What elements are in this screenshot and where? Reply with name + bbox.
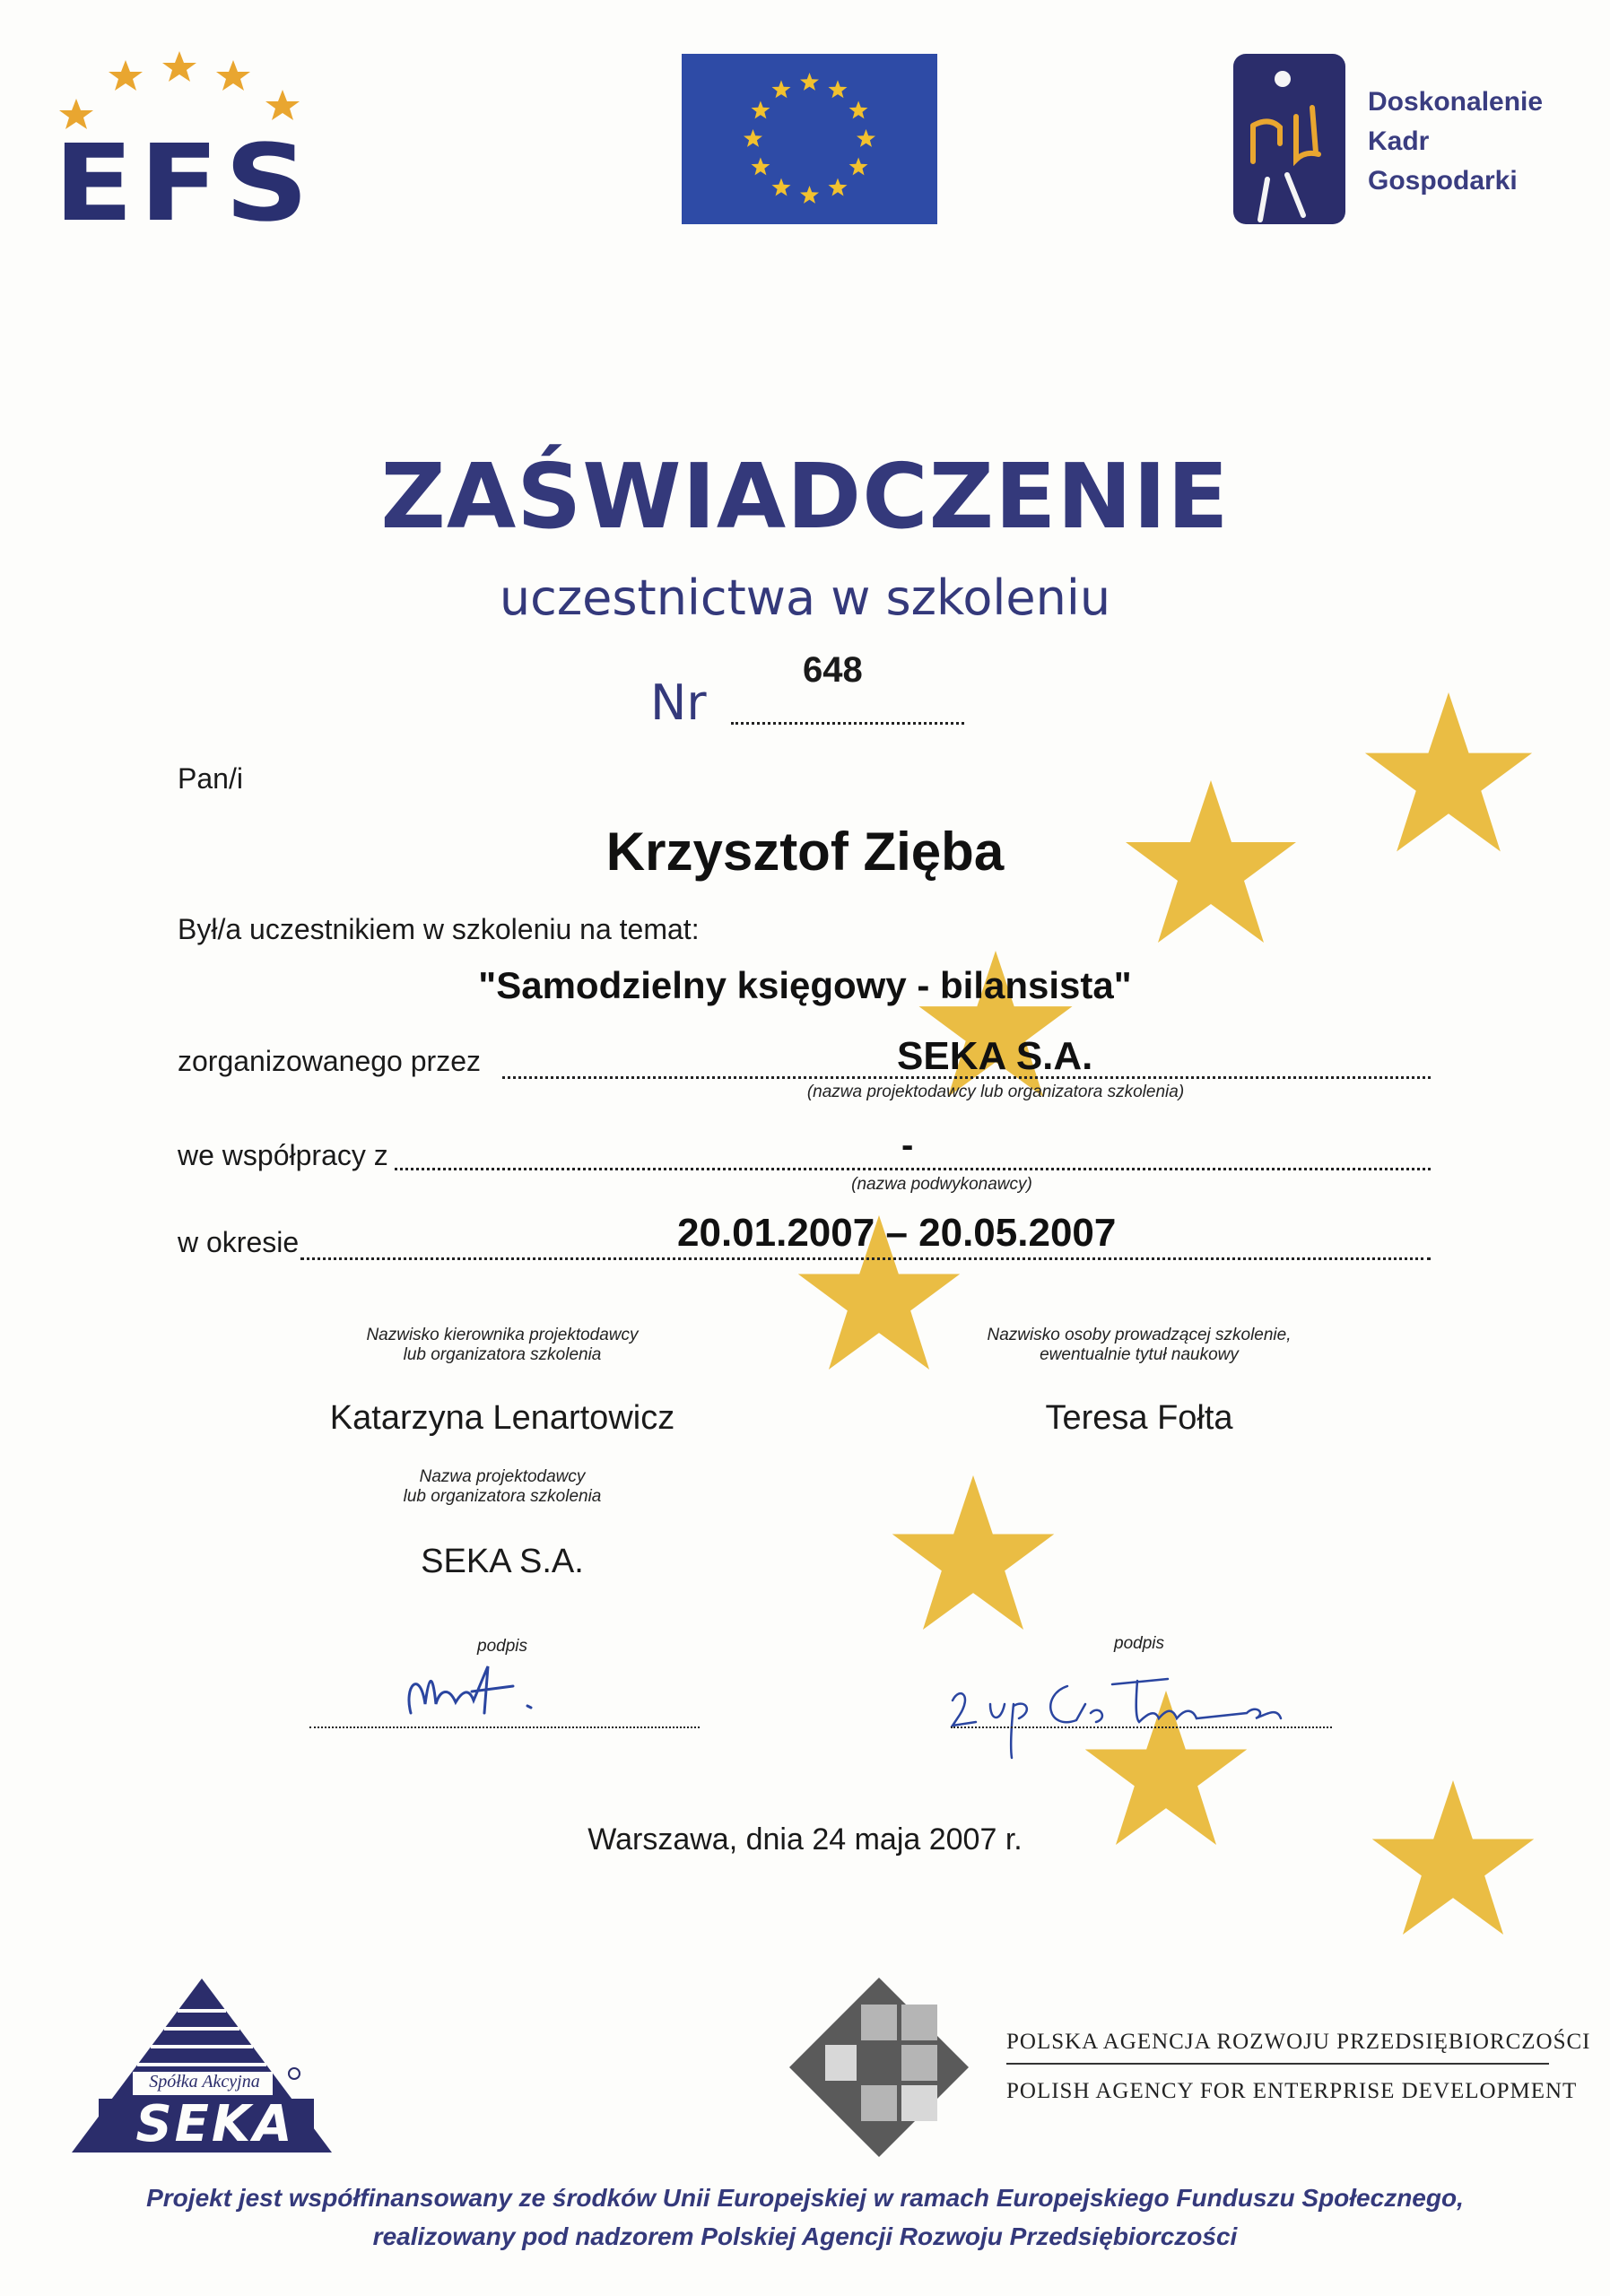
eu-star-icon	[744, 129, 762, 147]
topic-label: Był/a uczestnikiem w szkoleniu na temat:	[178, 913, 700, 945]
dkg-line-3: Gospodarki	[1368, 166, 1518, 196]
organizer-name-caption-line-2: lub organizatora szkolenia	[403, 1487, 602, 1506]
organizer-caption: (nazwa projektodawcy lub organizatora szkolenia)	[806, 1083, 1185, 1101]
eu-star-icon	[800, 73, 819, 91]
eu-flag	[682, 54, 937, 224]
cooperation-label: we współpracy z	[178, 1139, 388, 1171]
eu-star-icon	[857, 129, 875, 147]
manager-name: Katarzyna Lenartowicz	[329, 1399, 675, 1437]
eu-star-icon	[772, 178, 791, 196]
training-topic: "Samodzielny księgowy - bilansista"	[478, 964, 1132, 1006]
organizer-label: zorganizowanego przez	[178, 1045, 481, 1077]
left-signature	[386, 1650, 592, 1731]
left-signature-line	[309, 1726, 700, 1728]
eu-star-icon	[849, 101, 868, 119]
eu-star-icon	[829, 80, 848, 98]
efs-logo	[54, 49, 323, 245]
efs-stars-icon	[54, 49, 323, 130]
trainer-name: Teresa Fołta	[1045, 1399, 1233, 1437]
footer-line-1: Projekt jest współfinansowany ze środków Unii Europejskiej w ramach Europejskiego Funduszu Społecznego,	[146, 2184, 1464, 2212]
left-signature-label: podpis	[477, 1637, 527, 1656]
cooperation-value: -	[901, 1126, 914, 1165]
running-figure-icon	[1233, 54, 1345, 224]
eu-star-icon	[849, 158, 868, 176]
dkg-line-2: Kadr	[1368, 126, 1430, 156]
footer-line-2: realizowany pod nadzorem Polskiej Agencji Rozwoju Przedsiębiorczości	[372, 2222, 1238, 2250]
manager-caption-line-2: lub organizatora szkolenia	[403, 1345, 602, 1364]
eu-star-icon	[752, 101, 770, 119]
certificate-number: 648	[803, 650, 863, 690]
participant-label: Pan/i	[178, 762, 243, 795]
parp-name-polish: POLSKA AGENCJA ROZWOJU PRZEDSIĘBIORCZOŚCI	[1006, 2030, 1591, 2054]
eu-star-icon	[772, 80, 791, 98]
efs-logo-text: EFS	[54, 121, 315, 245]
right-signature-label: podpis	[1114, 1634, 1164, 1653]
eu-star-icon	[829, 178, 848, 196]
dkg-logo-text	[1368, 83, 1543, 201]
organizer-name: SEKA S.A.	[421, 1543, 584, 1580]
organizer-name-caption	[323, 1467, 682, 1507]
number-label: Nr	[650, 674, 707, 731]
trainer-caption-line-2: ewentualnie tytuł naukowy	[1040, 1345, 1239, 1364]
seka-logo-word: SEKA	[135, 2095, 295, 2153]
eu-star-icon	[752, 158, 770, 176]
right-signature-line	[951, 1726, 1332, 1728]
manager-caption	[323, 1326, 682, 1365]
place-and-date: Warszawa, dnia 24 maja 2007 r.	[587, 1822, 1023, 1857]
parp-logo-mark	[789, 1978, 969, 2157]
eu-stars-icon	[682, 54, 937, 224]
training-period: 20.01.2007 – 20.05.2007	[677, 1211, 1117, 1255]
trainer-caption-line-1: Nazwisko osoby prowadzącej szkolenie,	[987, 1326, 1292, 1344]
document-subtitle: uczestnictwa w szkoleniu	[499, 570, 1111, 626]
right-signature	[933, 1668, 1345, 1767]
manager-caption-line-1: Nazwisko kierownika projektodawcy	[366, 1326, 639, 1344]
cooperation-dotted-line	[395, 1168, 1431, 1170]
star-decoration	[892, 1475, 1055, 1630]
parp-divider	[1006, 2063, 1549, 2065]
document-title: ZAŚWIADCZENIE	[380, 444, 1230, 549]
eu-star-icon	[800, 186, 819, 204]
organizer-value: SEKA S.A.	[897, 1034, 1093, 1078]
dkg-logo-mark	[1233, 54, 1345, 224]
period-dotted-line	[300, 1257, 1431, 1260]
cooperation-caption: (nazwa podwykonawcy)	[851, 1175, 1032, 1194]
number-dotted-line	[731, 722, 964, 725]
dkg-line-1: Doskonalenie	[1368, 87, 1544, 117]
seka-logo-top-text: Spółka Akcyjna	[149, 2072, 260, 2092]
trainer-caption	[960, 1326, 1318, 1365]
participant-name: Krzysztof Zięba	[605, 822, 1005, 882]
organizer-name-caption-line-1: Nazwa projektodawcy	[419, 1467, 586, 1486]
period-label: w okresie	[178, 1226, 300, 1258]
parp-name-english: POLISH AGENCY FOR ENTERPRISE DEVELOPMENT	[1006, 2079, 1578, 2103]
